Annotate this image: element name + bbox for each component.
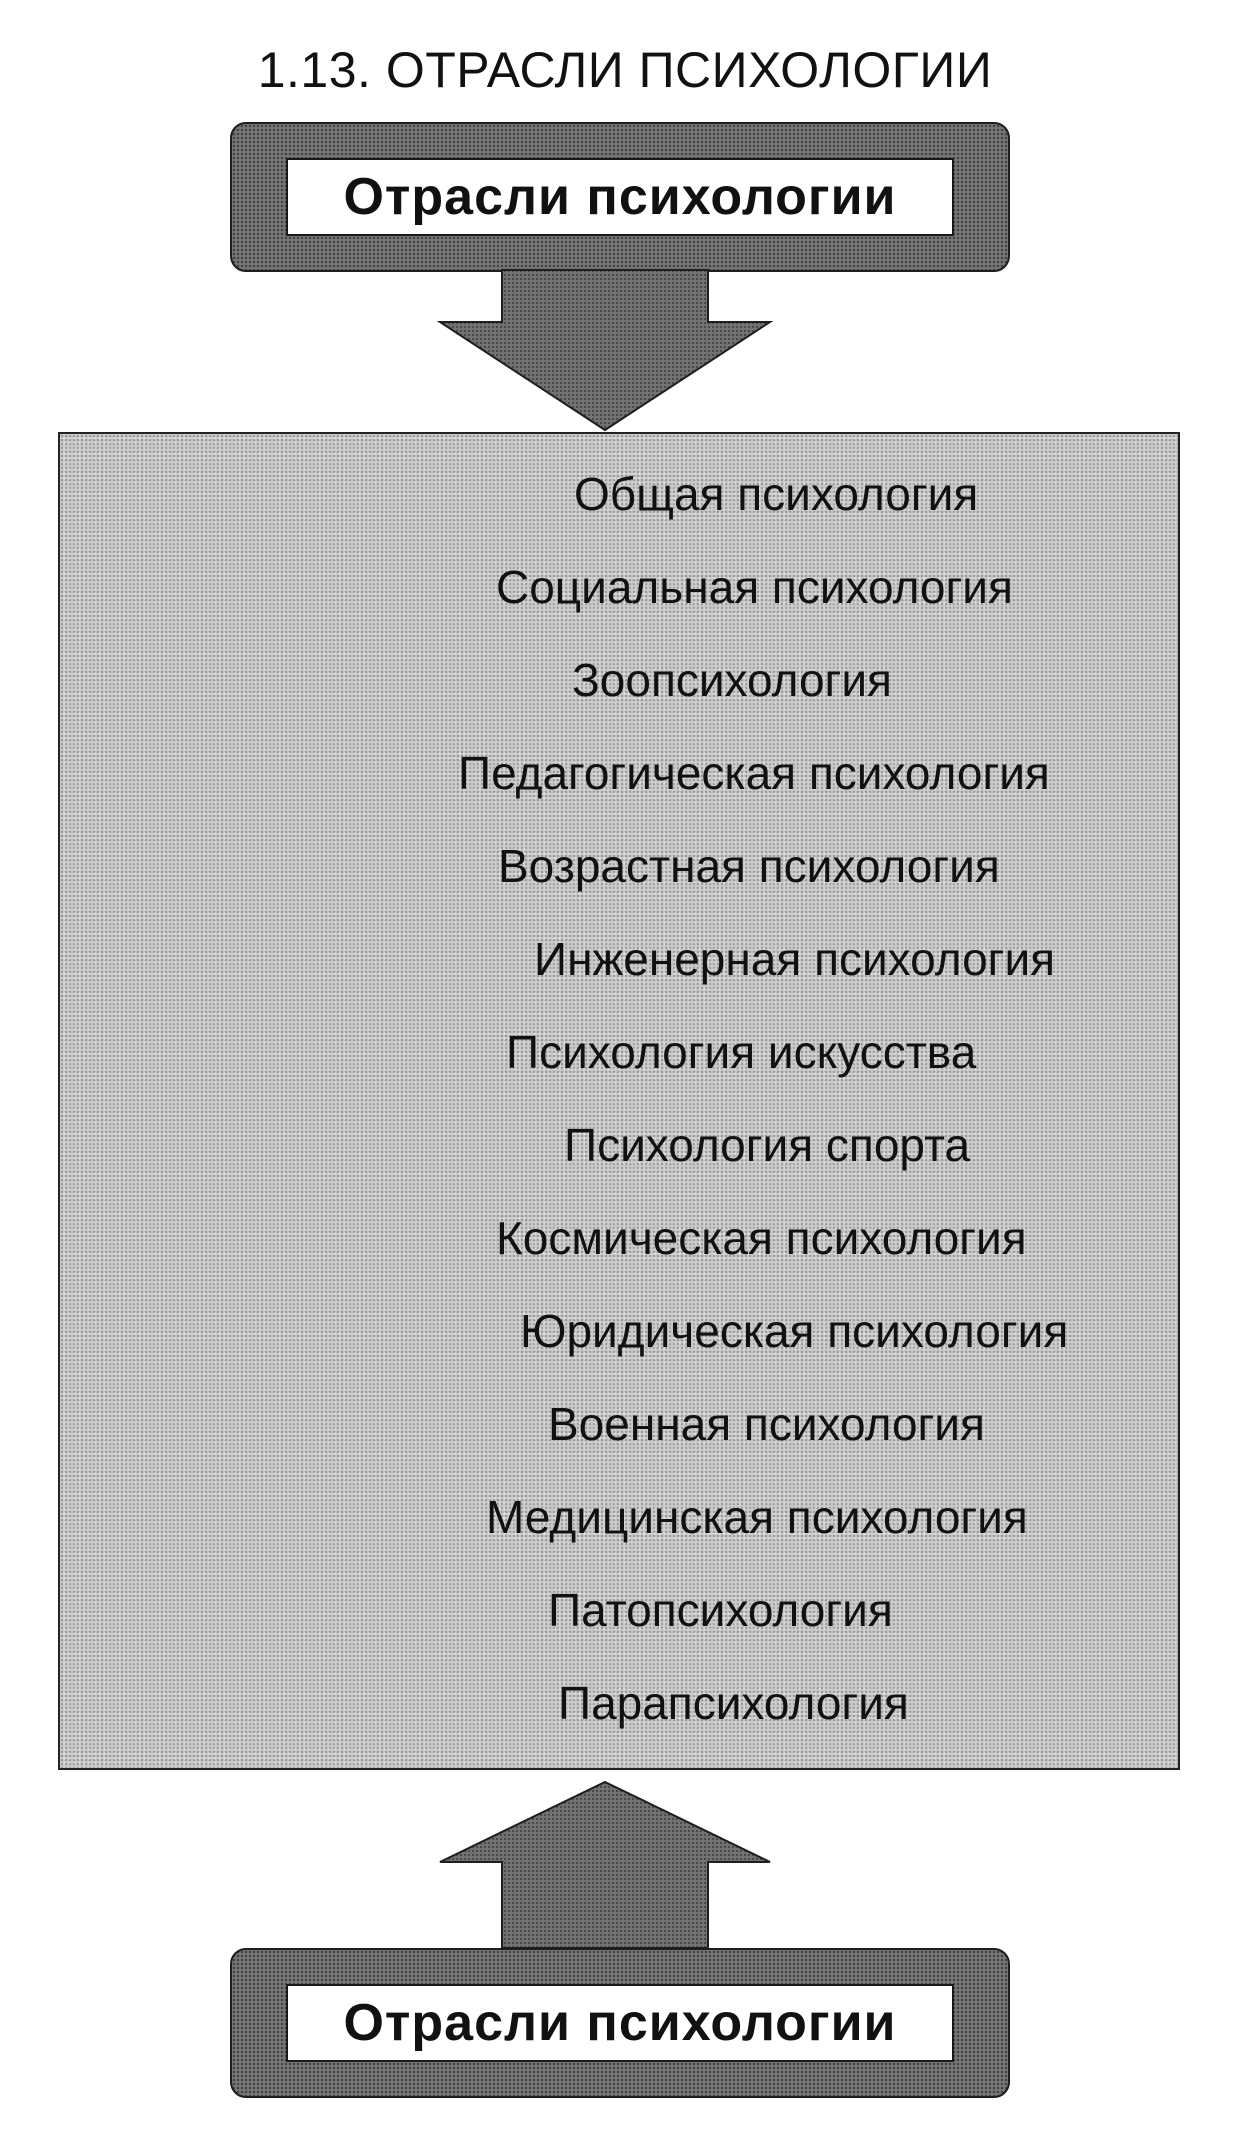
top-frame-label: Отрасли психологии bbox=[343, 168, 897, 226]
branch-item: Общая психология bbox=[574, 468, 979, 520]
page-title: 1.13. ОТРАСЛИ ПСИХОЛОГИИ bbox=[257, 42, 993, 98]
branch-item: Психология спорта bbox=[564, 1119, 971, 1171]
top-branches-frame bbox=[230, 122, 1010, 272]
branch-item: Парапсихология bbox=[558, 1677, 909, 1729]
branch-item: Военная психология bbox=[548, 1398, 985, 1450]
branch-item: Юридическая психология bbox=[520, 1305, 1069, 1357]
bottom-branches-frame bbox=[230, 1948, 1010, 2098]
down-arrow-icon bbox=[440, 270, 770, 430]
branch-item: Возрастная психология bbox=[498, 840, 1000, 892]
branches-list-panel bbox=[58, 432, 1180, 1770]
branch-item: Патопсихология bbox=[548, 1584, 893, 1636]
bottom-frame-inner bbox=[286, 1984, 954, 2062]
bottom-frame-label: Отрасли психологии bbox=[343, 1994, 897, 2052]
branch-item: Психология искусства bbox=[506, 1026, 977, 1078]
branch-item: Космическая психология bbox=[496, 1212, 1027, 1264]
branch-item: Инженерная психология bbox=[534, 933, 1056, 985]
branch-item: Медицинская психология bbox=[486, 1491, 1028, 1543]
branch-item: Социальная психология bbox=[496, 561, 1013, 613]
branch-item: Педагогическая психология bbox=[458, 747, 1050, 799]
top-frame-inner bbox=[286, 158, 954, 236]
branch-item: Зоопсихология bbox=[572, 654, 892, 706]
up-arrow-icon bbox=[440, 1782, 770, 1948]
